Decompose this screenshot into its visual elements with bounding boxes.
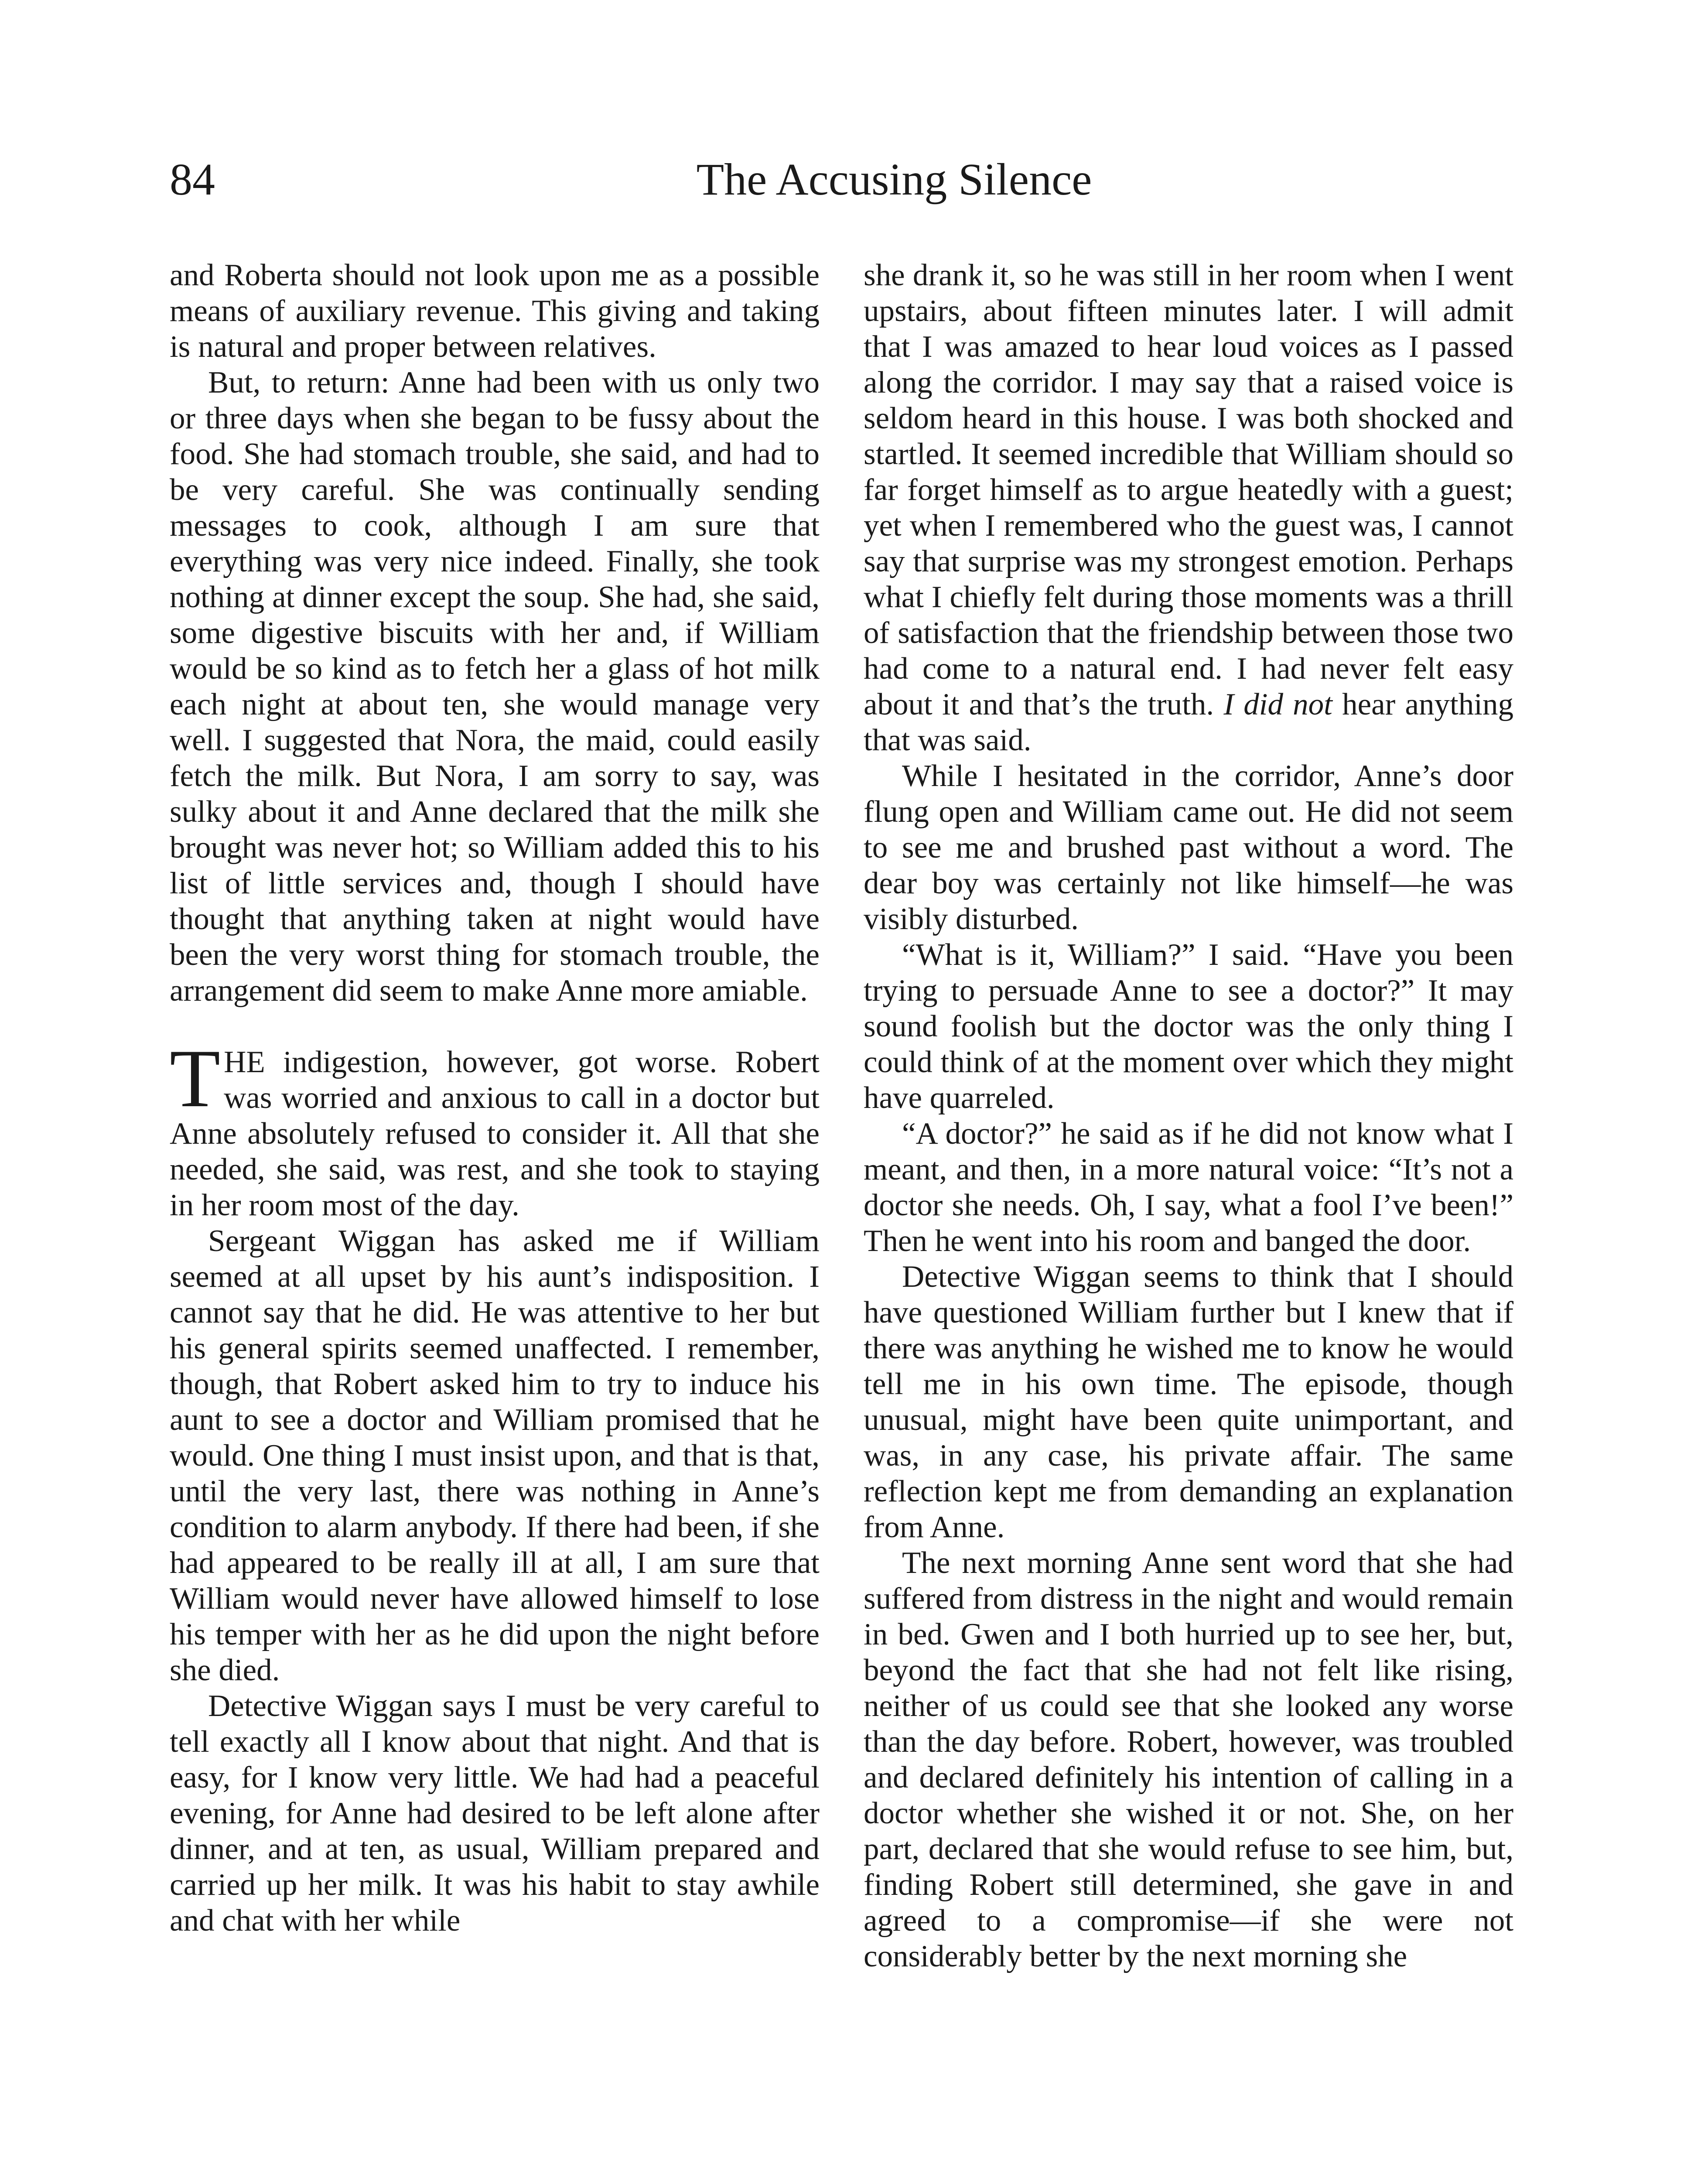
paragraph: Detective Wiggan seems to think that I should have questioned William further but I knew that if there was anything he wished me to know he would tell me in his own time. The episode, though unusual, might have been quite unimportant, and was, in any case, his private affair. The same reflection kept me from demanding an explanation from Anne. [864,1260,1513,1544]
left-column [170,257,820,1938]
drop-cap: T [170,1033,221,1125]
page-number: 84 [170,154,215,205]
italic-emphasis: I did not [1223,687,1332,721]
paragraph: But, to return: Anne had been with us only two or three days when she began to be fussy about the food. She had stomach trouble, she said, and had to be very careful. She was continually sending messages to cook, although I am sure that everything was very nice indeed. Finally, she took nothing at dinner except the soup. She had, she said, some digestive biscuits with her and, if William would be so kind as to fetch her a glass of hot milk each night at about ten, she would manage very well. I suggested that Nora, the maid, could easily fetch the milk. But Nora, I am sorry to say, was sulky about it and Anne declared that the milk she brought was never hot; so William added this to his list of little services and, though I should have thought that anything taken at night would have been the very worst thing for stomach trouble, the arrangement did seem to make Anne more amiable. [170,366,820,1008]
paragraph: Detective Wiggan says I must be very careful to tell exactly all I know about that night. And that is easy, for I know very little. We had had a peaceful evening, for Anne had desired to be left alone after dinner, and at ten, as usual, William prepared and carried up her milk. It was his habit to stay awhile and chat with her while [170,1689,820,1938]
section-start-paragraph [170,1033,820,1223]
paragraph: Sergeant Wiggan has asked me if William seemed at all upset by his aunt’s indisposition. I cannot say that he did. He was attentive to her but his general spirits seemed unaffected. I remember, though, that Robert asked him to try to induce his aunt to see a doctor and William promised that he would. One thing I must insist upon, and that is that, until the very last, there was nothing in Anne’s condition to alarm anybody. If there had been, if she had appeared to be really ill at all, I am sure that William would never have allowed himself to lose his temper with her as he did upon the night before she died. [170,1224,820,1687]
paragraph-text: hear anything that was said. [864,687,1513,757]
paragraph: “A doctor?” he said as if he did not know what I meant, and then, in a more natural voice: “It’s not a doctor she needs. Oh, I say, what a fool I’ve been!” Then he went into his room and banged the door. [864,1117,1513,1258]
paragraph: “What is it, William?” I said. “Have you been trying to persuade Anne to see a doctor?” It may sound foolish but the doctor was the only thing I could think of at the moment over which they might have quarreled. [864,938,1513,1115]
right-column [864,257,1513,1974]
paragraph [864,257,1513,758]
paragraph-text: she drank it, so he was still in her room when I went upstairs, about fifteen minutes later. I will admit that I was amazed to hear loud voices as I passed along the corridor. I may say that a raised voice is seldom heard in this house. I was both shocked and startled. It seemed incredible that William should so far forget himself as to argue heatedly with a guest; yet when I remembered who the guest was, I cannot say that surprise was my strongest emotion. Perhaps what I chiefly felt during those moments was a thrill of satisfaction that the friendship between those two had come to a natural end. I had never felt easy about it and that’s the truth. [864,258,1513,721]
running-title: The Accusing Silence [696,154,1092,205]
paragraph: and Roberta should not look upon me as a possible means of auxiliary revenue. This giving and taking is natural and proper between relatives. [170,258,820,364]
paragraph: While I hesitated in the corridor, Anne’s door flung open and William came out. He did not seem to see me and brushed past without a word. The dear boy was certainly not like himself—he was visibly disturbed. [864,759,1513,936]
paragraph: The next morning Anne sent word that she had suffered from distress in the night and would remain in bed. Gwen and I both hurried up to see her, but, beyond the fact that she had not felt like rising, neither of us could see that she looked any worse than the day before. Robert, however, was troubled and declared definitely his intention of calling in a doctor whether she wished it or not. She, on her part, declared that she would refuse to see him, but, finding Robert still determined, she gave in and agreed to a compromise—if she were not considerably better by the next morning she [864,1546,1513,1973]
paragraph-text: HE indigestion, however, got worse. Robert was worried and anxious to call in a doctor but Anne absolutely refused to consider it. All that she needed, she said, was rest, and she took to staying in her room most of the day. [170,1045,820,1222]
